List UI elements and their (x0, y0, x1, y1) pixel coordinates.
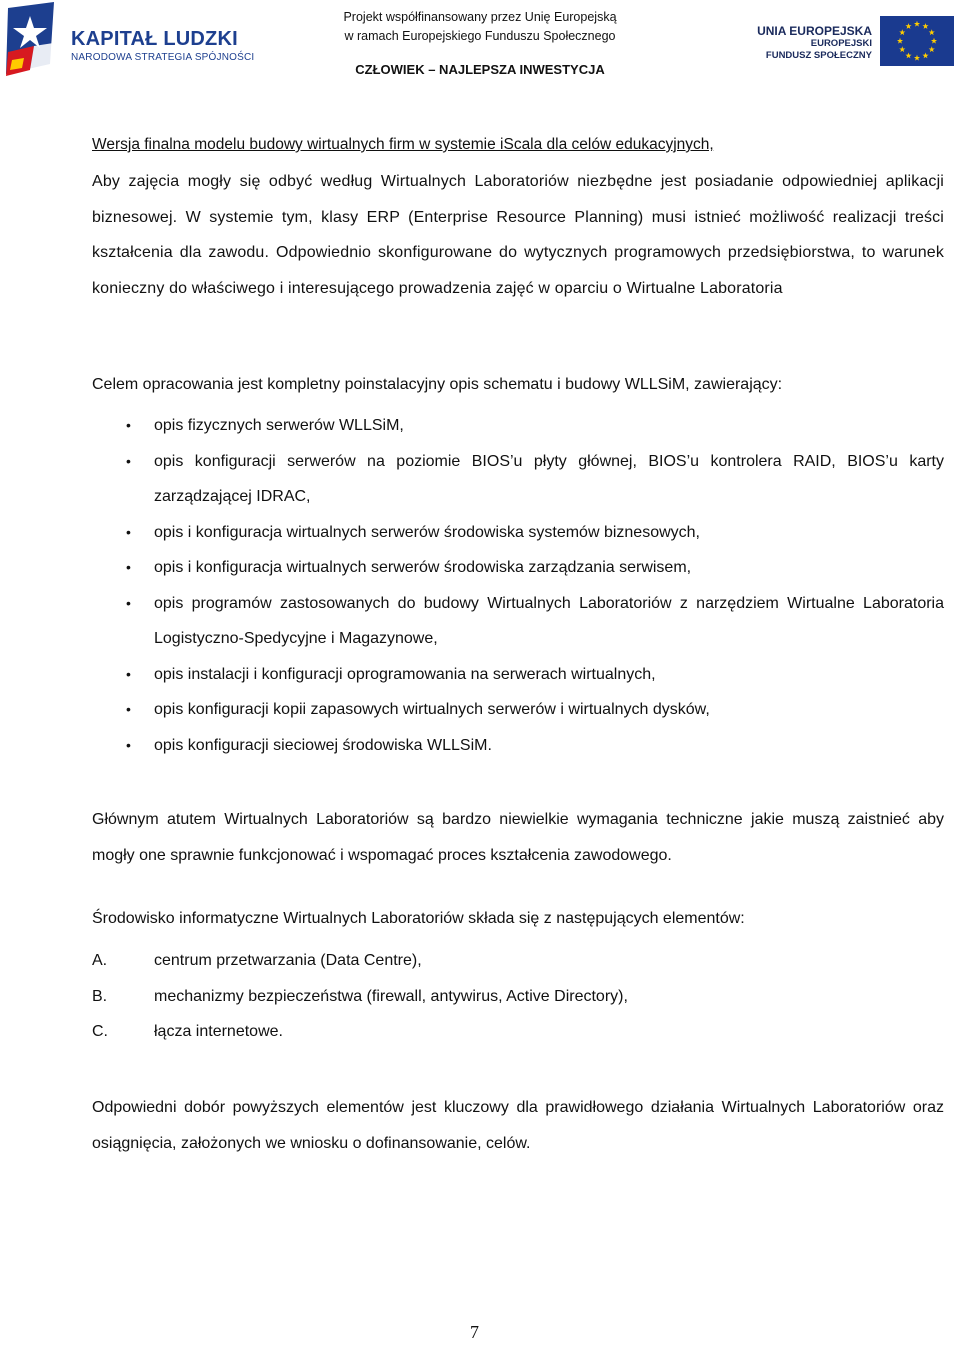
project-info (330, 8, 630, 46)
paragraph-advantage: Głównym atutem Wirtualnych Laboratoriów są bardzo niewielkie wymagania techniczne jakie muszą zaistnieć aby mogły one sprawnie funkcjonować i wspomagać proces kształcenia zawodowego. (92, 811, 944, 864)
eu-line-3: FUNDUSZ SPOŁECZNY (765, 50, 872, 61)
eu-flag-icon (880, 16, 954, 66)
list-item: • opis programów zastosowanych do budowy Wirtualnych Laboratoriów z narzędziem Wirtualne Laboratoria Logistyczno-Spedycyjne i Magazynowe, (92, 586, 944, 657)
eu-text (757, 24, 872, 62)
paragraph-environment: Środowisko informatyczne Wirtualnych Laboratoriów składa się z następujących elementów: (92, 910, 745, 927)
eu-line-1: UNIA EUROPEJSKA (757, 24, 872, 38)
paragraph-goal: Celem opracowania jest kompletny poinstalacyjny opis schematu i budowy WLLSiM, zawierający: (92, 376, 783, 393)
paragraph-conclusion: Odpowiedni dobór powyższych elementów jest kluczowy dla prawidłowego działania Wirtualnych Laboratoriów oraz osiągnięcia, założonych we wniosku o dofinansowanie, celów. (92, 1099, 944, 1152)
page-number: 7 (470, 1322, 479, 1342)
project-line-2: w ramach Europejskiego Funduszu Społecznego (344, 29, 616, 43)
project-line-1: Projekt współfinansowany przez Unię Europejską (343, 10, 617, 24)
list-text: centrum przetwarzania (Data Centre), (154, 952, 422, 969)
section-heading: Wersja finalna modelu budowy wirtualnych firm w systemie iScala dla celów edukacyjnych, (92, 136, 714, 153)
list-item: • opis instalacji i konfiguracji oprogramowania na serwerach wirtualnych, (92, 657, 944, 693)
element-list (92, 943, 628, 1050)
page-header (0, 0, 960, 90)
list-item: • opis konfiguracji kopii zapasowych wirtualnych serwerów i wirtualnych dysków, (92, 692, 944, 728)
list-letter: A. (92, 952, 108, 969)
paragraph-intro: Aby zajęcia mogły się odbyć według Wirtualnych Laboratoriów niezbędne jest posiadanie odpowiedniej aplikacji biznesowej. W systemie tym, klasy ERP (Enterprise Resource Planning) musi istnieć możliwość realizacji treści kształcenia dla zawodu. Odpowiednio skonfigurowane do wytycznych programowych przedsiębiorstwa, to warunek konieczny do właściwego i interesującego prowadzenia zajęć w oparciu o Wirtualne Laboratoria (92, 173, 944, 297)
bullet-list (92, 408, 944, 763)
logo-title: KAPITAŁ LUDZKI (71, 28, 238, 50)
list-item: • opis i konfiguracja wirtualnych serwerów środowiska systemów biznesowych, (92, 515, 944, 551)
kapital-ludzki-logo-icon (4, 2, 64, 82)
motto: CZŁOWIEK – NAJLEPSZA INWESTYCJA (355, 62, 605, 77)
list-letter: B. (92, 987, 108, 1005)
list-text: mechanizmy bezpieczeństwa (firewall, antywirus, Active Directory), (154, 987, 628, 1005)
list-item: • opis i konfiguracja wirtualnych serwerów środowiska zarządzania serwisem, (92, 550, 944, 586)
list-item: • opis konfiguracji sieciowej środowiska WLLSiM. (92, 728, 944, 764)
logo-subtitle: NARODOWA STRATEGIA SPÓJNOŚCI (71, 52, 255, 63)
list-text: łącza internetowe. (154, 1023, 283, 1040)
list-letter: C. (92, 1023, 108, 1040)
list-item: • opis fizycznych serwerów WLLSiM, (92, 408, 944, 444)
list-item (92, 979, 628, 1015)
list-item (92, 1014, 628, 1050)
list-item: • opis konfiguracji serwerów na poziomie BIOS’u płyty głównej, BIOS’u kontrolera RAID, BIOS’u karty zarządzającej IDRAC, (92, 444, 944, 515)
eu-line-2: EUROPEJSKI (810, 38, 872, 49)
list-item (92, 943, 628, 979)
